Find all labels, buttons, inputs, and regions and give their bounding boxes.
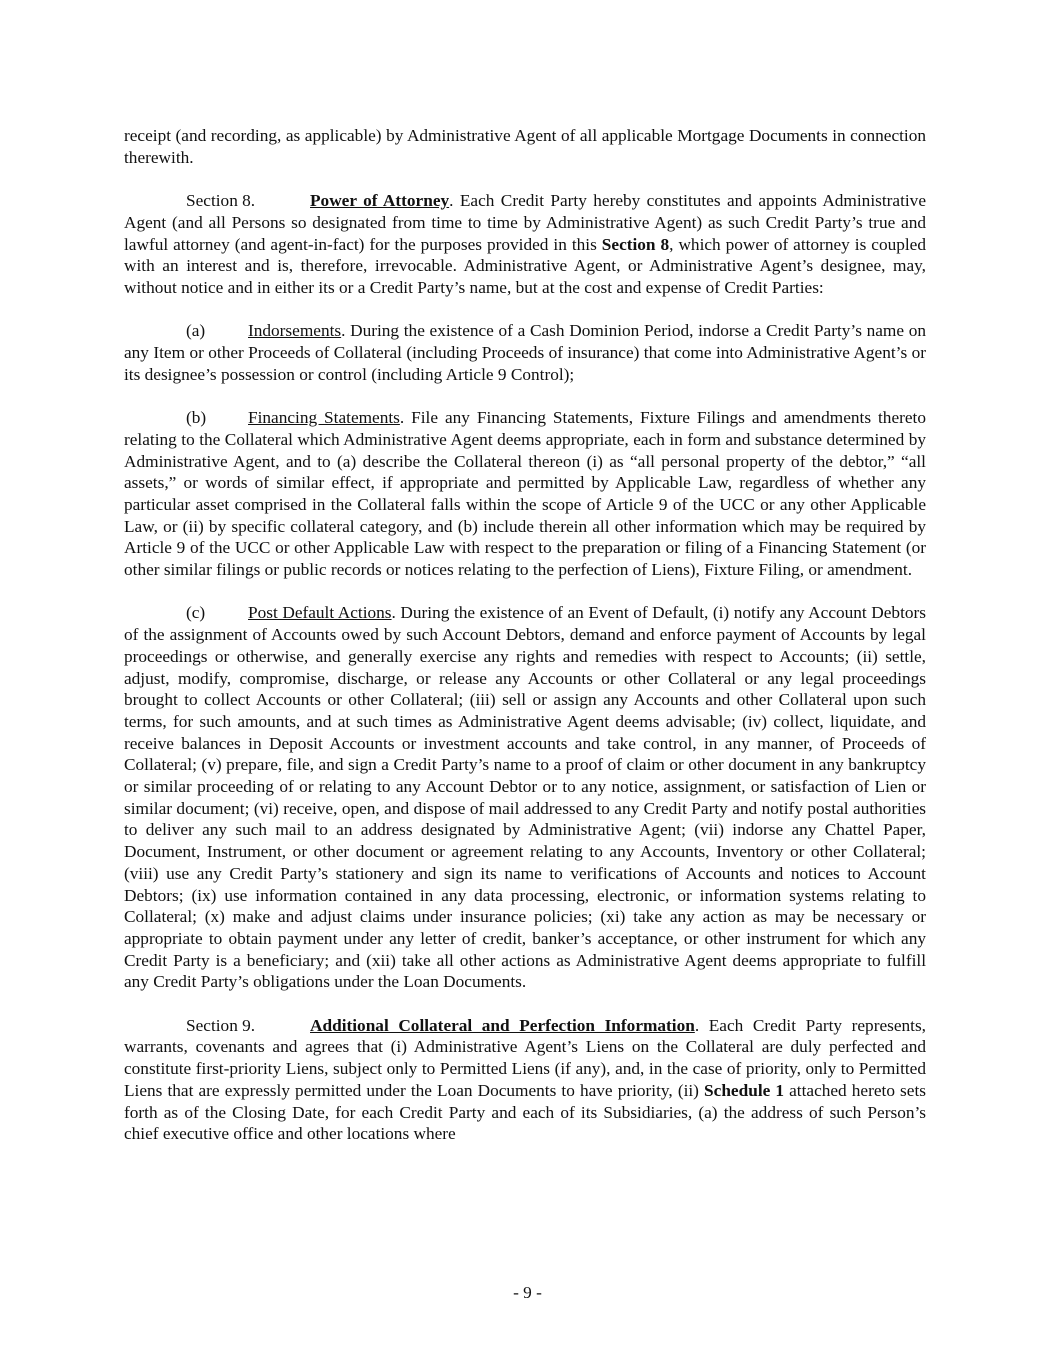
section-9-heading: Additional Collateral and Perfection Information bbox=[310, 1015, 695, 1035]
section-8-paragraph bbox=[124, 190, 926, 299]
item-b-label: (b) bbox=[186, 408, 207, 428]
section-8-text-a: . Each Credit Party hereby constitutes and appoints Administrative Agent (and all Persons so designated from time to time by Administrative Agent) as such Credit Party’s true and lawful attorney (and agent-in-fact) for the purposes provided in this bbox=[124, 191, 926, 254]
item-a-paragraph bbox=[124, 320, 926, 385]
section-8-ref: Section 8 bbox=[601, 234, 670, 254]
section-8-heading: Power of Attorney bbox=[310, 191, 450, 211]
item-c-text: . During the existence of an Event of Default, (i) notify any Account Debtors of the assignment of Accounts owed by such Account Debtors, demand and enforce payment of Accounts by legal proceedings or otherwise, and generally exercise any rights and remedies with respect to Accounts; (ii) settle, adjust, modify, compromise, discharge, or release any Accounts or other Collateral or any legal proceedings brought to collect Accounts or other Collateral; (iii) sell or assign any Accounts and other Collateral upon such terms, for such amounts, and at such times as Administrative Agent deems advisable; (iv) collect, liquidate, and receive balances in Deposit Accounts or investment accounts and take control, in any manner, of Proceeds of Collateral; (v) prepare, file, and sign a Credit Party’s name to a proof of claim or other document in any bankruptcy or similar proceeding of or relating to any Account Debtor or to any notice, assignment, or satisfaction of Lien or similar document; (vi) receive, open, and dispose of mail addressed to any Credit Party and notify postal authorities to deliver any such mail to an address designated by Administrative Agent; (vii) indorse any Chattel Paper, Document, Instrument, or other document or agreement relating to any Accounts, Inventory or other Collateral; (viii) use any Credit Party’s stationery and sign its name to verifications of Accounts and notices to Account Debtors; (ix) use information contained in any data processing, electronic, or information systems relating to Collateral; (x) make and adjust claims under insurance policies; (xi) take any action as may be necessary or appropriate to obtain payment under any letter of credit, banker’s acceptance, or other instrument for which any Credit Party is a beneficiary; and (xii) take all other actions as Administrative Agent deems appropriate to fulfill any Credit Party’s obligations under the Loan Documents. bbox=[124, 603, 926, 992]
continued-paragraph: receipt (and recording, as applicable) by Administrative Agent of all applicable Mortgage Documents in connection therewith. bbox=[124, 126, 926, 167]
item-c-heading: Post Default Actions bbox=[248, 603, 392, 623]
section-9-text-b: attached hereto sets forth as of the Closing Date, for each Credit Party and each of its Subsidiaries, (a) the address of such Person’s chief executive office and other locations where bbox=[124, 1080, 926, 1144]
item-a-text: . During the existence of a Cash Dominion Period, indorse a Credit Party’s name on any Item or other Proceeds of Collateral (including Proceeds of insurance) that come into Administrative Agent’s or its designee’s possession or control (including Article 9 Control); bbox=[124, 321, 926, 384]
section-9-paragraph bbox=[124, 1015, 926, 1145]
page-number: - 9 - bbox=[513, 1283, 542, 1302]
document-page bbox=[124, 125, 926, 1167]
item-b-paragraph bbox=[124, 407, 926, 581]
item-c-paragraph bbox=[124, 602, 926, 993]
section-8-number: Section 8. bbox=[186, 191, 256, 211]
item-b-heading: Financing Statements bbox=[248, 408, 400, 428]
section-9-text-a: . Each Credit Party represents, warrants, covenants and agrees that (i) Administrative Agent’s Liens on the Collateral are duly perfected and constitute first-priority Liens, subject only to Permitted Liens (if any), and, in the case of priority, only to Permitted Liens that are expressly permitted under the Loan Documents to have priority, (ii) bbox=[124, 1015, 926, 1100]
item-c-label: (c) bbox=[186, 603, 206, 623]
item-a-heading: Indorsements bbox=[248, 321, 342, 341]
section-8-text-b: , which power of attorney is coupled with an interest and is, therefore, irrevocable. Administrative Agent, or Administrative Agent’s designee, may, without notice and in either its or a Credit Party’s name, but at the cost and expense of Credit Parties: bbox=[124, 234, 926, 297]
section-9-number: Section 9. bbox=[186, 1015, 256, 1035]
section-9-ref: Schedule 1 bbox=[704, 1080, 785, 1100]
item-a-label: (a) bbox=[186, 321, 206, 341]
item-b-text: . File any Financing Statements, Fixture Filings and amendments thereto relating to the Collateral which Administrative Agent deems appropriate, each in form and substance determined by Administrative Agent, and to (a) describe the Collateral thereon (i) as “all personal property of the debtor,” “all assets,” or words of similar effect, if appropriate and permitted by Applicable Law, regardless of whether any particular asset comprised in the Collateral falls within the scope of Article 9 of the UCC or any other Applicable Law, or (ii) by specific collateral category, and (b) include therein all other information which may be required by Article 9 of the UCC or other Applicable Law with respect to the preparation or filing of a Financing Statement (or other similar filings or public records or notices relating to the perfection of Liens), Fixture Filing, or amendment. bbox=[124, 408, 926, 580]
